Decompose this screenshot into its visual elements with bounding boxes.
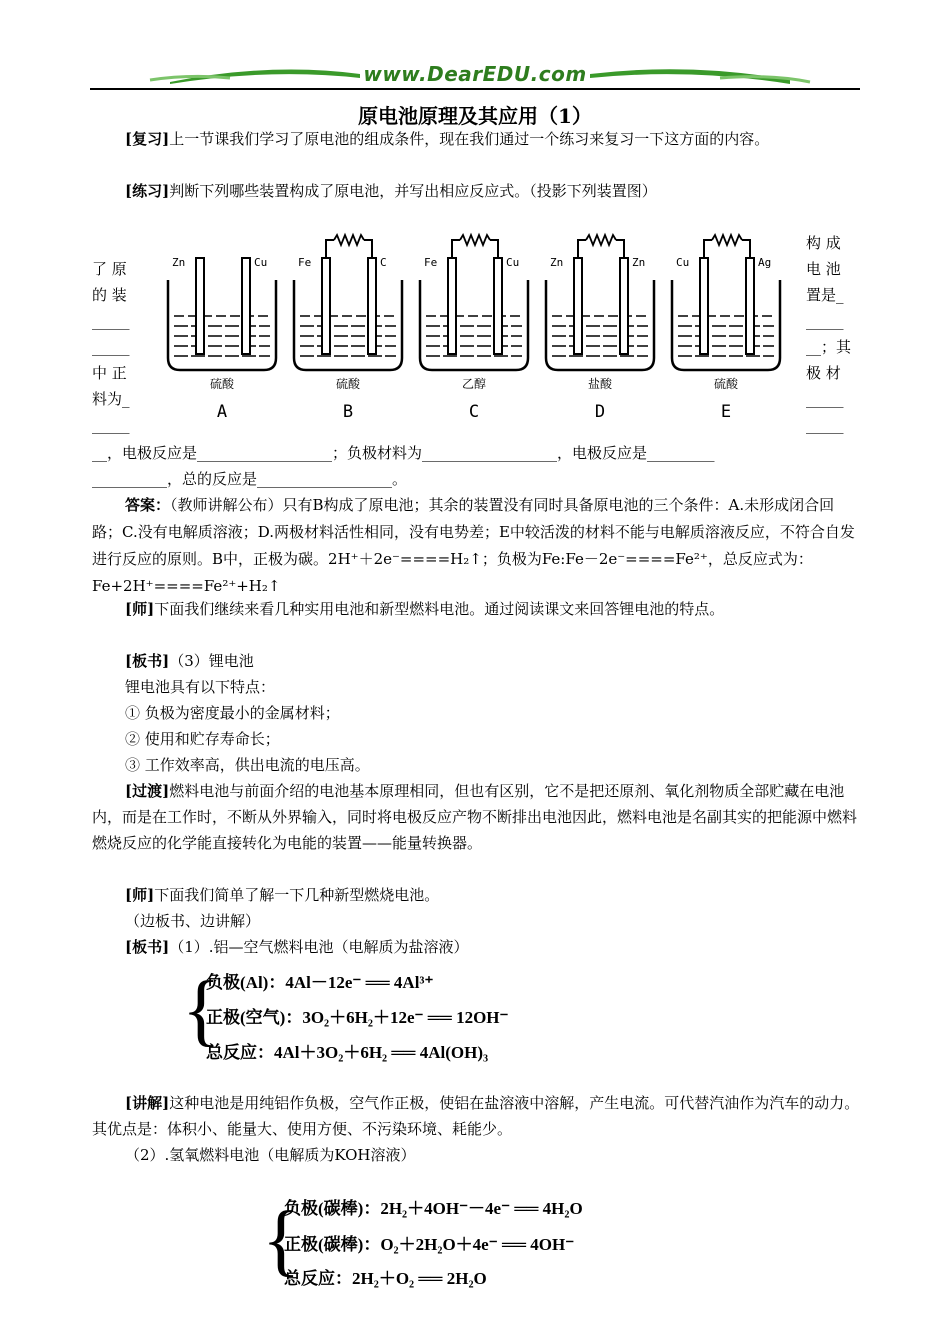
transition-text: 燃料电池与前面介绍的电池基本原理相同，但也有区别，它不是把还原剂、氧化剂物质全部贮藏在电池内，而是在工作时，不断从外界输入，同时将电极反应产物不断排出电池因此，燃料电池是名副其实的把能源中燃料燃烧反应的化学能直接转化为电能的装置——能量转换器。: [92, 782, 858, 852]
h-equation: 总反应：2H₂＋O₂ ══ 2H₂O: [284, 1269, 487, 1288]
teacher-paragraph-2: [92, 882, 862, 908]
board-paragraph-2: [92, 934, 862, 960]
teacher-text: 下面我们继续来看几种实用电池和新型燃料电池。通过阅读课文来回答锂电池的特点。: [154, 600, 725, 618]
board-text: （1）.铝—空气燃料电池（电解质为盐溶液）: [169, 938, 469, 956]
answer-text: （教师讲解公布）只有B构成了原电池；其余的装置没有同时具备原电池的三个条件：A.未形成闭合回路；C.没有电解质溶液；D.两极材料活性相同，没有电势差；E中较活泼的材料不能与电解质溶液反应，不符合自发进行反应的原则。B中，正极为碳。2H⁺＋2e⁻====H₂↑；负极为Fe:Fe－2e⁻====Fe²⁺，总反应式为：Fe+2H⁺====Fe²⁺+H₂↑: [92, 496, 855, 595]
al-equation: 负极(Al)：4Al－12e⁻ ══ 4Al³⁺: [206, 973, 434, 992]
equation-brace: {: [182, 966, 221, 1054]
lithium-point: ① 负极为密度最小的金属材料；: [125, 704, 340, 722]
board-text: （3）锂电池: [169, 652, 254, 670]
electrode-label-left: Fe: [298, 256, 312, 269]
cell-letter: A: [216, 402, 228, 422]
board-tag: [板书]: [125, 938, 170, 956]
electrode-left: [448, 258, 456, 354]
wire: [364, 240, 372, 258]
electrode-label-right: Zn: [632, 256, 646, 269]
side-left-line: 料为_: [92, 390, 130, 408]
logo-text: www.DearEDU.com: [363, 62, 587, 86]
transition-paragraph: [92, 778, 862, 856]
page-title: 原电池原理及其应用（1）: [358, 104, 592, 128]
board-paragraph-1: [92, 648, 862, 674]
side-left-line: 中 正: [92, 364, 127, 382]
electrode-label-left: Zn: [172, 256, 186, 269]
electrode-left: [322, 258, 330, 354]
electrode-right: [494, 258, 502, 354]
al-equation: 正极(空气)：3O₂＋6H₂＋12e⁻ ══ 12OH⁻: [206, 1008, 509, 1027]
cell-letter: C: [468, 402, 480, 422]
side-right-line: _____: [806, 312, 844, 330]
wire: [490, 240, 498, 258]
practice-tag: [练习]: [125, 182, 170, 200]
electrode-left: [574, 258, 582, 354]
wire: [616, 240, 624, 258]
solution-label: 硫酸: [209, 377, 235, 391]
review-paragraph: [92, 126, 862, 152]
electrode-label-right: Ag: [758, 256, 772, 269]
lithium-intro: 锂电池具有以下特点：: [125, 678, 276, 696]
electrode-right: [242, 258, 250, 354]
electrode-label-left: Zn: [550, 256, 564, 269]
solution-label: 硫酸: [335, 377, 361, 391]
lithium-point: ② 使用和贮存寿命长；: [125, 730, 280, 748]
side-left-line: 的 装: [92, 286, 127, 304]
side-text-left: [92, 256, 154, 438]
side-right-line: _____: [806, 390, 844, 408]
side-left-line: _____: [92, 338, 130, 356]
note-line: （边板书、边讲解）: [125, 912, 261, 930]
electrode-label-right: Cu: [506, 256, 520, 269]
side-right-line: __；其: [806, 338, 852, 356]
teacher-tag: [师]: [125, 886, 155, 904]
wire: [326, 240, 334, 258]
side-left-line: _____: [92, 312, 130, 330]
teacher-tag: [师]: [125, 600, 155, 618]
board-tag: [板书]: [125, 652, 170, 670]
cell-letter: B: [342, 402, 354, 422]
transition-tag: [过渡]: [125, 782, 170, 800]
explain-text: 这种电池是用纯铝作负极，空气作正极，使铝在盐溶液中溶解，产生电流。可代替汽油作为汽车的动力。其优点是：体积小、能量大、使用方便、不污染环境、耗能少。: [92, 1094, 860, 1138]
wire: [452, 240, 460, 258]
side-right-line: 电 池: [806, 260, 841, 278]
review-tag: [复习]: [125, 130, 170, 148]
electrode-right: [620, 258, 628, 354]
h-equation: 正极(碳棒)：O₂＋2H₂O＋4e⁻ ══ 4OH⁻: [284, 1235, 575, 1254]
solution-label: 硫酸: [713, 377, 739, 391]
side-text-right: [806, 230, 862, 438]
resistor: [586, 235, 616, 245]
resistor: [712, 235, 742, 245]
teacher-paragraph-1: [92, 596, 862, 622]
side-right-line: 极 材: [806, 364, 841, 382]
electrode-label-right: Cu: [254, 256, 268, 269]
answer-tag: 答案：: [125, 496, 171, 514]
galvanic-cell-figure: [160, 230, 800, 430]
wire: [704, 240, 712, 258]
electrode-label-left: Cu: [676, 256, 690, 269]
hydrogen-title: （2）.氢氧燃料电池（电解质为KOH溶液）: [125, 1146, 416, 1164]
fill-line-1: __，电极反应是__________________；负极材料为__________________，电极反应是_________: [92, 444, 715, 462]
side-left-line: _____: [92, 416, 130, 434]
solution-label: 盐酸: [587, 377, 613, 391]
electrode-left: [700, 258, 708, 354]
header-rule: [90, 88, 860, 90]
answer-paragraph: [92, 492, 862, 600]
electrode-label-right: C: [380, 256, 387, 269]
side-right-line: 构 成: [806, 234, 841, 252]
explain-tag: [讲解]: [125, 1094, 170, 1112]
review-text: 上一节课我们学习了原电池的组成条件，现在我们通过一个练习来复习一下这方面的内容。: [169, 130, 770, 148]
electrode-right: [746, 258, 754, 354]
solution-label: 乙醇: [461, 377, 487, 391]
teacher-text: 下面我们简单了解一下几种新型燃烧电池。: [154, 886, 440, 904]
resistor: [460, 235, 490, 245]
electrode-label-left: Fe: [424, 256, 438, 269]
cell-letter: E: [720, 402, 732, 422]
wire: [742, 240, 750, 258]
explain-paragraph: [92, 1090, 862, 1142]
practice-text: 判断下列哪些装置构成了原电池，并写出相应反应式。（投影下列装置图）: [169, 182, 657, 200]
lithium-point: ③ 工作效率高，供出电流的电压高。: [125, 756, 370, 774]
electrode-right: [368, 258, 376, 354]
resistor: [334, 235, 364, 245]
wire: [578, 240, 586, 258]
al-equation: 总反应：4Al＋3O₂＋6H₂ ══ 4Al(OH)₃: [206, 1043, 489, 1062]
fill-line-2: __________，总的反应是__________________。: [92, 470, 408, 488]
electrode-left: [196, 258, 204, 354]
equation-brace: {: [262, 1196, 301, 1284]
side-left-line: 了 原: [92, 260, 127, 278]
practice-paragraph: [92, 178, 862, 204]
side-right-line: _____: [806, 416, 844, 434]
h-equation: 负极(碳棒)：2H₂＋4OH⁻－4e⁻ ══ 4H₂O: [284, 1199, 583, 1218]
side-right-line: 置是_: [806, 286, 844, 304]
cell-letter: D: [594, 402, 606, 422]
